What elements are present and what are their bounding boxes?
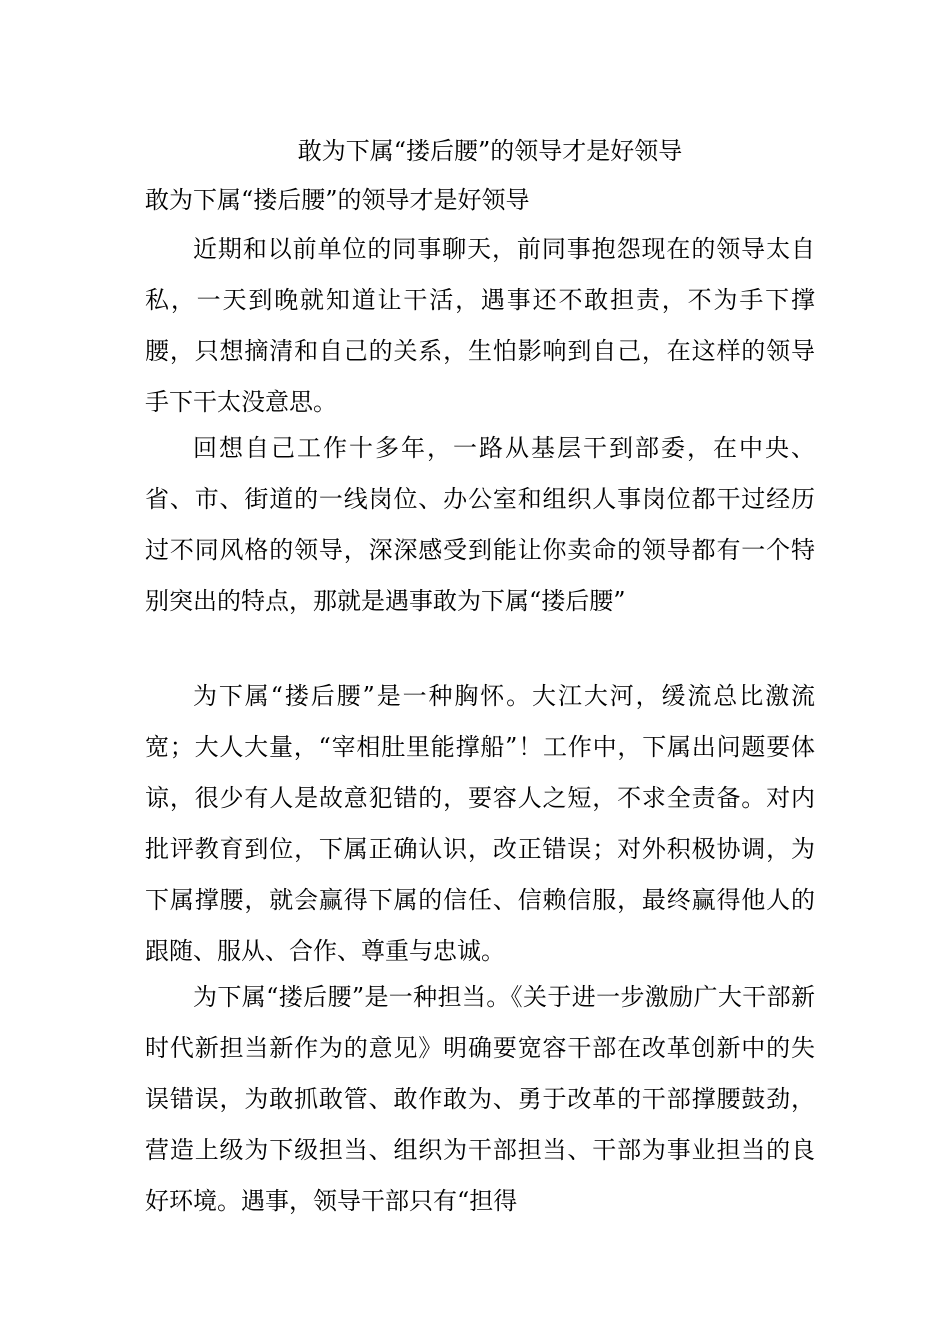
paragraph-4: 为下属“搂后腰”是一种担当。《关于进一步激励广大干部新时代新担当新作为的意见》明确要宽容干部在改革创新中的失误错误，为敢抓敢管、敢作敢为、勇于改革的干部撑腰鼓劲，营造上级为下级担当、组织为干部担当、干部为事业担当的良好环境。遇事，领导干部只有“担得	[145, 983, 815, 1215]
paragraph-3: 为下属“搂后腰”是一种胸怀。大江大河，缓流总比激流宽；大人大量，“宰相肚里能撑船”！工作中，下属出问题要体谅，很少有人是故意犯错的，要容人之短，不求全责备。对内批评教育到位，下属正确认识，改正错误；对外积极协调，为下属撑腰，就会赢得下属的信任、信赖信服，最终赢得他人的跟随、服从、合作、尊重与忠诚。	[145, 682, 815, 965]
document-title: 敢为下属“搂后腰”的领导才是好领导	[297, 137, 683, 165]
document-subtitle: 敢为下属“搂后腰”的领导才是好领导	[145, 186, 530, 214]
paragraph-2: 回想自己工作十多年，一路从基层干到部委，在中央、省、市、街道的一线岗位、办公室和组织人事岗位都干过经历过不同风格的领导，深深感受到能让你卖命的领导都有一个特别突出的特点，那就是遇事敢为下属“搂后腰”	[145, 434, 815, 615]
paragraph-1: 近期和以前单位的同事聊天，前同事抱怨现在的领导太自私，一天到晚就知道让干活，遇事还不敢担责，不为手下撑腰，只想摘清和自己的关系，生怕影响到自己，在这样的领导手下干太没意思。	[145, 235, 815, 416]
